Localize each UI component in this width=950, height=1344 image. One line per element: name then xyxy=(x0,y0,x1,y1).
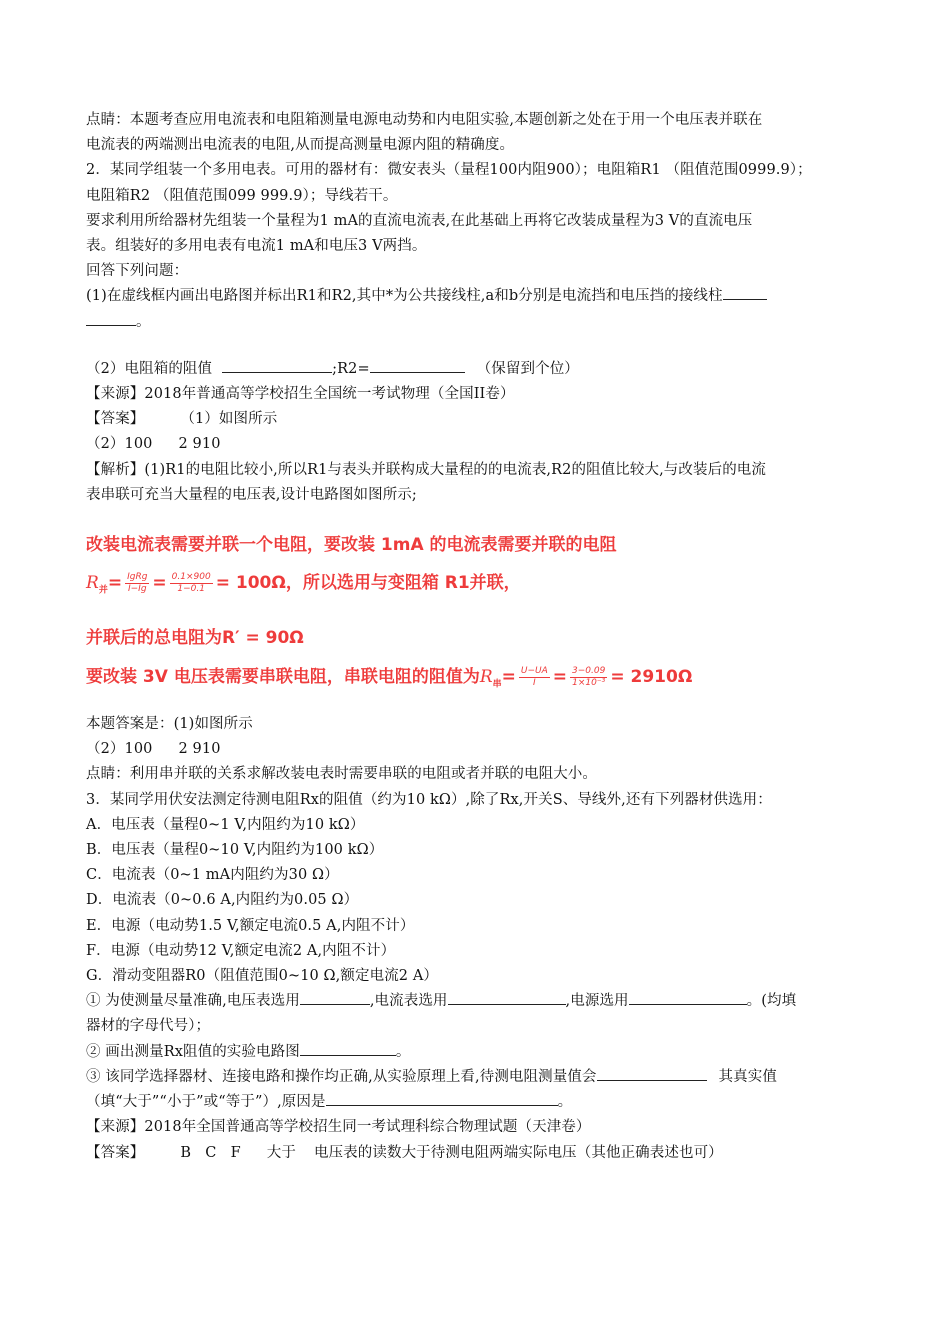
text-line: 本题答案是：(1)如图所示 xyxy=(86,716,253,733)
resistor-subscript: 并 xyxy=(98,585,108,596)
period: 。 xyxy=(395,1043,411,1060)
answer-blank[interactable] xyxy=(86,310,136,326)
answer-blank[interactable] xyxy=(629,989,747,1005)
text-line: D．电流表（0~0.6 A,内阻约为0.05 Ω） xyxy=(86,892,359,909)
answer-text: 大于 xyxy=(266,1144,296,1161)
text-line: 点睛：本题考查应用电流表和电阻箱测量电源电动势和内电阻实验,本题创新之处在于用一个电压表并联在 xyxy=(86,112,763,128)
text-line: 【来源】2018年全国普通高等学校招生同一考试理科综合物理试题（天津卷） xyxy=(86,1119,591,1136)
text-line xyxy=(86,407,866,432)
solution-text: 要改装 3V 电压表需要串联电阻，串联电阻的阻值为 xyxy=(86,667,480,688)
text-line: A．电压表（量程0~1 V,内阻约为10 kΩ） xyxy=(86,816,365,833)
answer-blank[interactable] xyxy=(300,989,370,1005)
text-line xyxy=(86,1040,866,1065)
question-text: ③ 该同学选择器材、连接电路和操作均正确,从实验原理上看,待测电阻测量值会 xyxy=(86,1068,597,1085)
text-line xyxy=(86,989,866,1014)
text-line xyxy=(86,284,866,309)
question-text: ;R2= xyxy=(332,360,370,377)
solution-line-4: 要改装 3V 电压表需要串联电阻，串联电阻的阻值为$R_串=$ $\frac{U-UA}{I}$ = $\frac{3-0.09}{\text{1×10⁻³}}$ = 2910Ω xyxy=(86,665,693,690)
text-line xyxy=(86,1065,866,1090)
answer-text: 2 910 xyxy=(178,436,221,453)
text-line: F．电源（电动势12 V,额定电流2 A,内阻不计） xyxy=(86,942,396,959)
equation-tail: ，所以选用与变阻箱 R1并联， xyxy=(285,573,521,594)
equation-result: = 2910Ω xyxy=(610,667,693,688)
text-line: 表串联可充当大量程的电压表,设计电路图如图所示; xyxy=(86,486,417,503)
text-line xyxy=(86,310,866,335)
text-line: E．电源（电动势1.5 V,额定电流0.5 A,内阻不计） xyxy=(86,917,415,934)
question-text: ,电流表选用 xyxy=(369,993,448,1010)
period: 。 xyxy=(136,313,151,330)
text-line: G．滑动变阻器R0（阻值范围0~10 Ω,额定电流2 A） xyxy=(86,968,438,985)
text-line: 电流表的两端测出电流表的电阻,从而提高测量电源内阻的精确度。 xyxy=(86,137,515,154)
question-text: 其真实值 xyxy=(718,1068,777,1085)
resistor-subscript: 串 xyxy=(492,679,502,690)
text-line: 【来源】2018年普通高等学校招生全国统一考试物理（全国II卷） xyxy=(86,386,515,403)
text-line: 【解析】(1)R1的电阻比较小,所以R1与表头并联构成大量程的的电流表,R2的阻值比较大,与改装后的电流 xyxy=(86,461,766,478)
text-line: 表。组装好的多用电表有电流1 mA和电压3 V两挡。 xyxy=(86,238,427,255)
text-line: 点睛：利用串并联的关系求解改装电表时需要串联的电阻或者并联的电阻大小。 xyxy=(86,766,597,783)
fraction: $\frac{3-0.09}{\text{1×10⁻³}}$ xyxy=(572,665,606,688)
answer-text: 2 910 xyxy=(178,741,221,758)
text-line: 2．某同学组装一个多用电表。可用的器材有：微安表头（量程100内阻900）；电阻箱R1 （阻值范围0999.9）； xyxy=(86,162,812,179)
answer-blank[interactable] xyxy=(300,1040,396,1056)
answer-text: （2）100 xyxy=(86,436,153,453)
solution-line-1: 改装电流表需要并联一个电阻，要改装 1mA 的电流表需要并联的电阻 xyxy=(86,535,617,556)
fraction: $\frac{U-UA}{I}$ xyxy=(520,665,548,688)
text-line: 3．某同学用伏安法测定待测电阻Rx的阻值（约为10 kΩ）,除了Rx,开关S、导线外,还有下列器材供选用： xyxy=(86,791,772,808)
answer-text: 电压表的读数大于待测电阻两端实际电压（其他正确表述也可） xyxy=(313,1144,723,1161)
text-line: B．电压表（量程0~10 V,内阻约为100 kΩ） xyxy=(86,842,384,859)
text-line xyxy=(86,357,866,382)
text-line: C．电流表（0~1 mA内阻约为30 Ω） xyxy=(86,867,339,884)
text-line xyxy=(86,432,866,457)
text-line: 电阻箱R2 （阻值范围099 999.9）；导线若干。 xyxy=(86,187,398,204)
resistor-symbol: R xyxy=(479,667,493,688)
note-text: （保留到个位） xyxy=(476,360,579,377)
answer-label: 【答案】 xyxy=(86,411,145,428)
answer-blank[interactable] xyxy=(222,357,332,373)
answer-text: B C F xyxy=(180,1144,241,1161)
answer-blank[interactable] xyxy=(723,284,767,300)
text-line: 要求利用所给器材先组装一个量程为1 mA的直流电流表,在此基础上再将它改装成量程为3 V的直流电压 xyxy=(86,212,753,229)
answer-blank[interactable] xyxy=(326,1090,558,1106)
equation-result: = 100Ω xyxy=(215,573,286,594)
solution-line-2: $R_并=$ $\frac{\text{IgRg}}{I-Ig}$ = $\frac{0.1\times 900}{1-0.1}$ = 100Ω，所以选用与变阻箱 R1并联， xyxy=(86,571,521,596)
question-text: 。(均填 xyxy=(746,993,797,1010)
question-text: ,电源选用 xyxy=(565,993,629,1010)
question-text: （填“大于”“小于”或“等于”）,原因是 xyxy=(86,1094,326,1111)
solution-line-3: 并联后的总电阻为R′ = 90Ω xyxy=(86,628,304,649)
question-text: (1)在虚线框内画出电路图并标出R1和R2,其中*为公共接线柱,a和b分别是电流挡和电压挡的接线柱 xyxy=(86,288,723,305)
text-line: 器材的字母代号）； xyxy=(86,1018,211,1035)
text-line xyxy=(86,1141,866,1166)
answer-label: 【答案】 xyxy=(86,1144,145,1161)
answer-blank[interactable] xyxy=(597,1065,707,1081)
question-text: （2）电阻箱的阻值 xyxy=(86,360,213,377)
solution-image xyxy=(86,522,866,712)
text-line: 回答下列问题： xyxy=(86,263,189,280)
document-page xyxy=(86,108,866,1166)
answer-text: （2）100 xyxy=(86,741,153,758)
question-text: ① 为使测量尽量准确,电压表选用 xyxy=(86,993,300,1010)
resistor-symbol: R xyxy=(86,573,99,594)
period: 。 xyxy=(557,1094,573,1111)
fraction: $\frac{0.1\times 900}{1-0.1}$ xyxy=(171,571,211,594)
answer-text: （1）如图所示 xyxy=(180,411,278,428)
text-line xyxy=(86,1090,866,1115)
text-line xyxy=(86,737,866,762)
answer-blank[interactable] xyxy=(448,989,566,1005)
question-text: ② 画出测量Rx阻值的实验电路图 xyxy=(86,1043,300,1060)
fraction: $\frac{\text{IgRg}}{I-Ig}$ xyxy=(127,571,148,594)
spacer xyxy=(86,335,866,357)
answer-blank[interactable] xyxy=(370,357,465,373)
